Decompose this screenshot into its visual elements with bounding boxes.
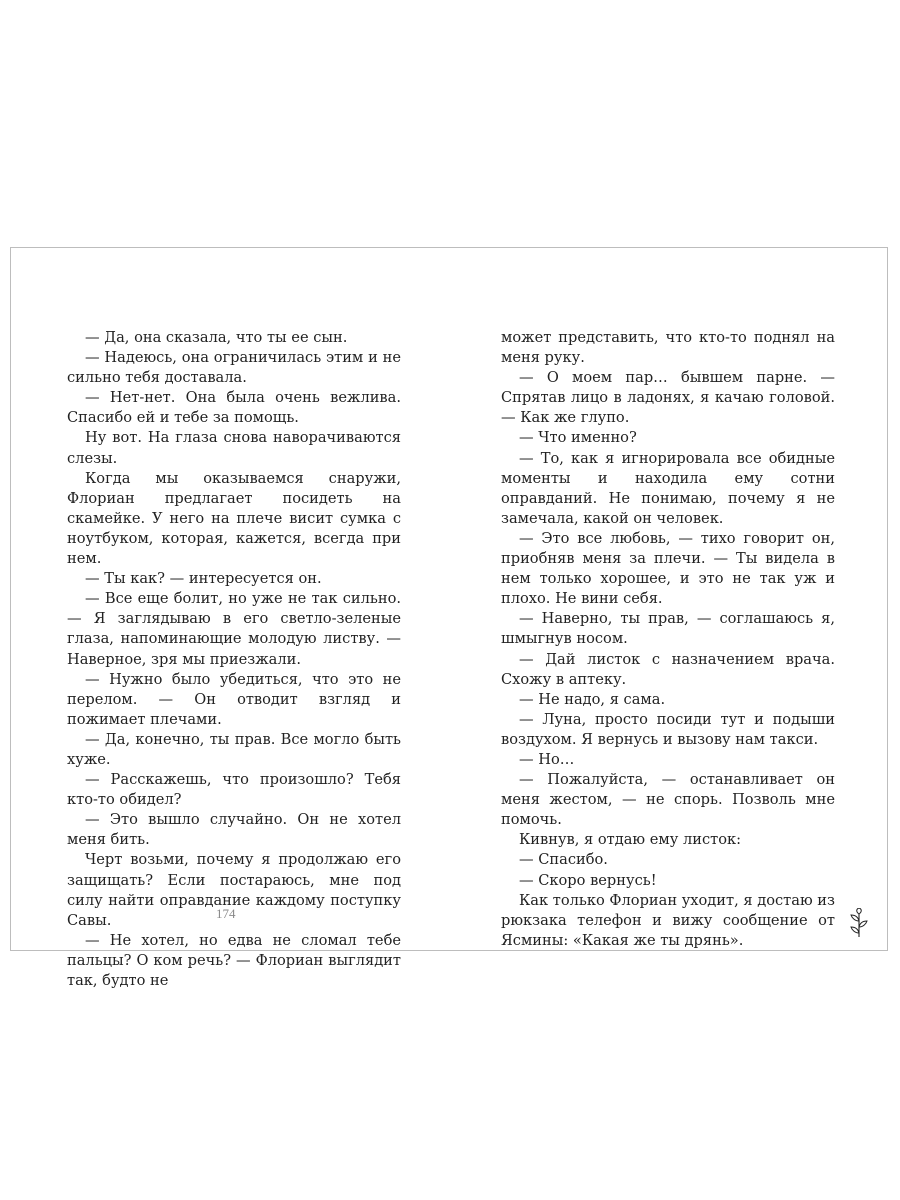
- paragraph: — Скоро вернусь!: [519, 871, 657, 889]
- paragraph: — Не надо, я сама.: [519, 690, 666, 708]
- paragraph: — То, как я игнорировала все обидные моменты и находила ему сотни оправданий. Не понимаю, почему я не замечала, какой он человек.: [501, 449, 835, 527]
- paragraph: — Пожалуйста, — останавливает он меня жестом, — не спорь. Позволь мне помочь.: [501, 771, 835, 829]
- paragraph: — Надеюсь, она ограничилась этим и не сильно тебя доставала.: [67, 349, 401, 387]
- paragraph: может представить, что кто-то поднял на меня руку.: [501, 329, 835, 367]
- paragraph: — Но…: [519, 750, 575, 768]
- paragraph: — Да, конечно, ты прав. Все могло быть хуже.: [67, 730, 401, 768]
- paragraph: — Не хотел, но едва не сломал тебе пальцы? О ком речь? — Флориан выглядит так, будто не: [67, 931, 401, 989]
- paragraph: — Это вышло случайно. Он не хотел меня бить.: [67, 811, 401, 849]
- paragraph: — Спасибо.: [519, 851, 608, 869]
- paragraph: — Нужно было убедиться, что это не перелом. — Он отводит взгляд и пожимает плечами.: [67, 670, 401, 728]
- paragraph: — Нет-нет. Она была очень вежлива. Спасибо ей и тебе за помощь.: [67, 389, 401, 427]
- paragraph: — Все еще болит, но уже не так сильно. — Я заглядываю в его светло-зеленые глаза, напоминающие молодую листву. — Наверное, зря мы приезжали.: [67, 590, 401, 668]
- paragraph: — Расскажешь, что произошло? Тебя кто-то обидел?: [67, 771, 401, 809]
- paragraph: — Луна, просто посиди тут и подыши воздухом. Я вернусь и вызову нам такси.: [501, 710, 835, 748]
- left-page-text: [67, 328, 401, 991]
- book-spread: [10, 247, 888, 989]
- paragraph: Кивнув, я отдаю ему листок:: [519, 831, 742, 849]
- paragraph: Ну вот. На глаза снова наворачиваются слезы.: [67, 429, 401, 467]
- paragraph: Черт возьми, почему я продолжаю его защищать? Если постараюсь, мне под силу найти оправдание каждому поступку Савы.: [67, 851, 401, 929]
- paragraph: — Дай листок с назначением врача. Схожу в аптеку.: [501, 650, 835, 688]
- paragraph: — Что именно?: [519, 429, 637, 447]
- page-number: 174: [216, 906, 236, 921]
- leaf-ornament-icon: [847, 908, 871, 938]
- paragraph: Когда мы оказываемся снаружи, Флориан предлагает посидеть на скамейке. У него на плече висит сумка с ноутбуком, которая, кажется, всегда при нем.: [67, 469, 401, 568]
- paragraph: — Да, она сказала, что ты ее сын.: [85, 329, 348, 346]
- right-page-text: [501, 328, 835, 951]
- paragraph: — Наверно, ты прав, — соглашаюсь я, шмыгнув носом.: [501, 610, 835, 648]
- paragraph: — Это все любовь, — тихо говорит он, приобняв меня за плечи. — Ты видела в нем только хорошее, и это не так уж и плохо. Не вини себя.: [501, 529, 835, 608]
- paragraph: — Ты как? — интересуется он.: [85, 570, 322, 588]
- paragraph: — О моем пар… бывшем парне. — Спрятав лицо в ладонях, я качаю головой. — Как же глупо.: [501, 369, 835, 427]
- paragraph: Как только Флориан уходит, я достаю из рюкзака телефон и вижу сообщение от Ясмины: «Какая же ты дрянь».: [501, 891, 835, 949]
